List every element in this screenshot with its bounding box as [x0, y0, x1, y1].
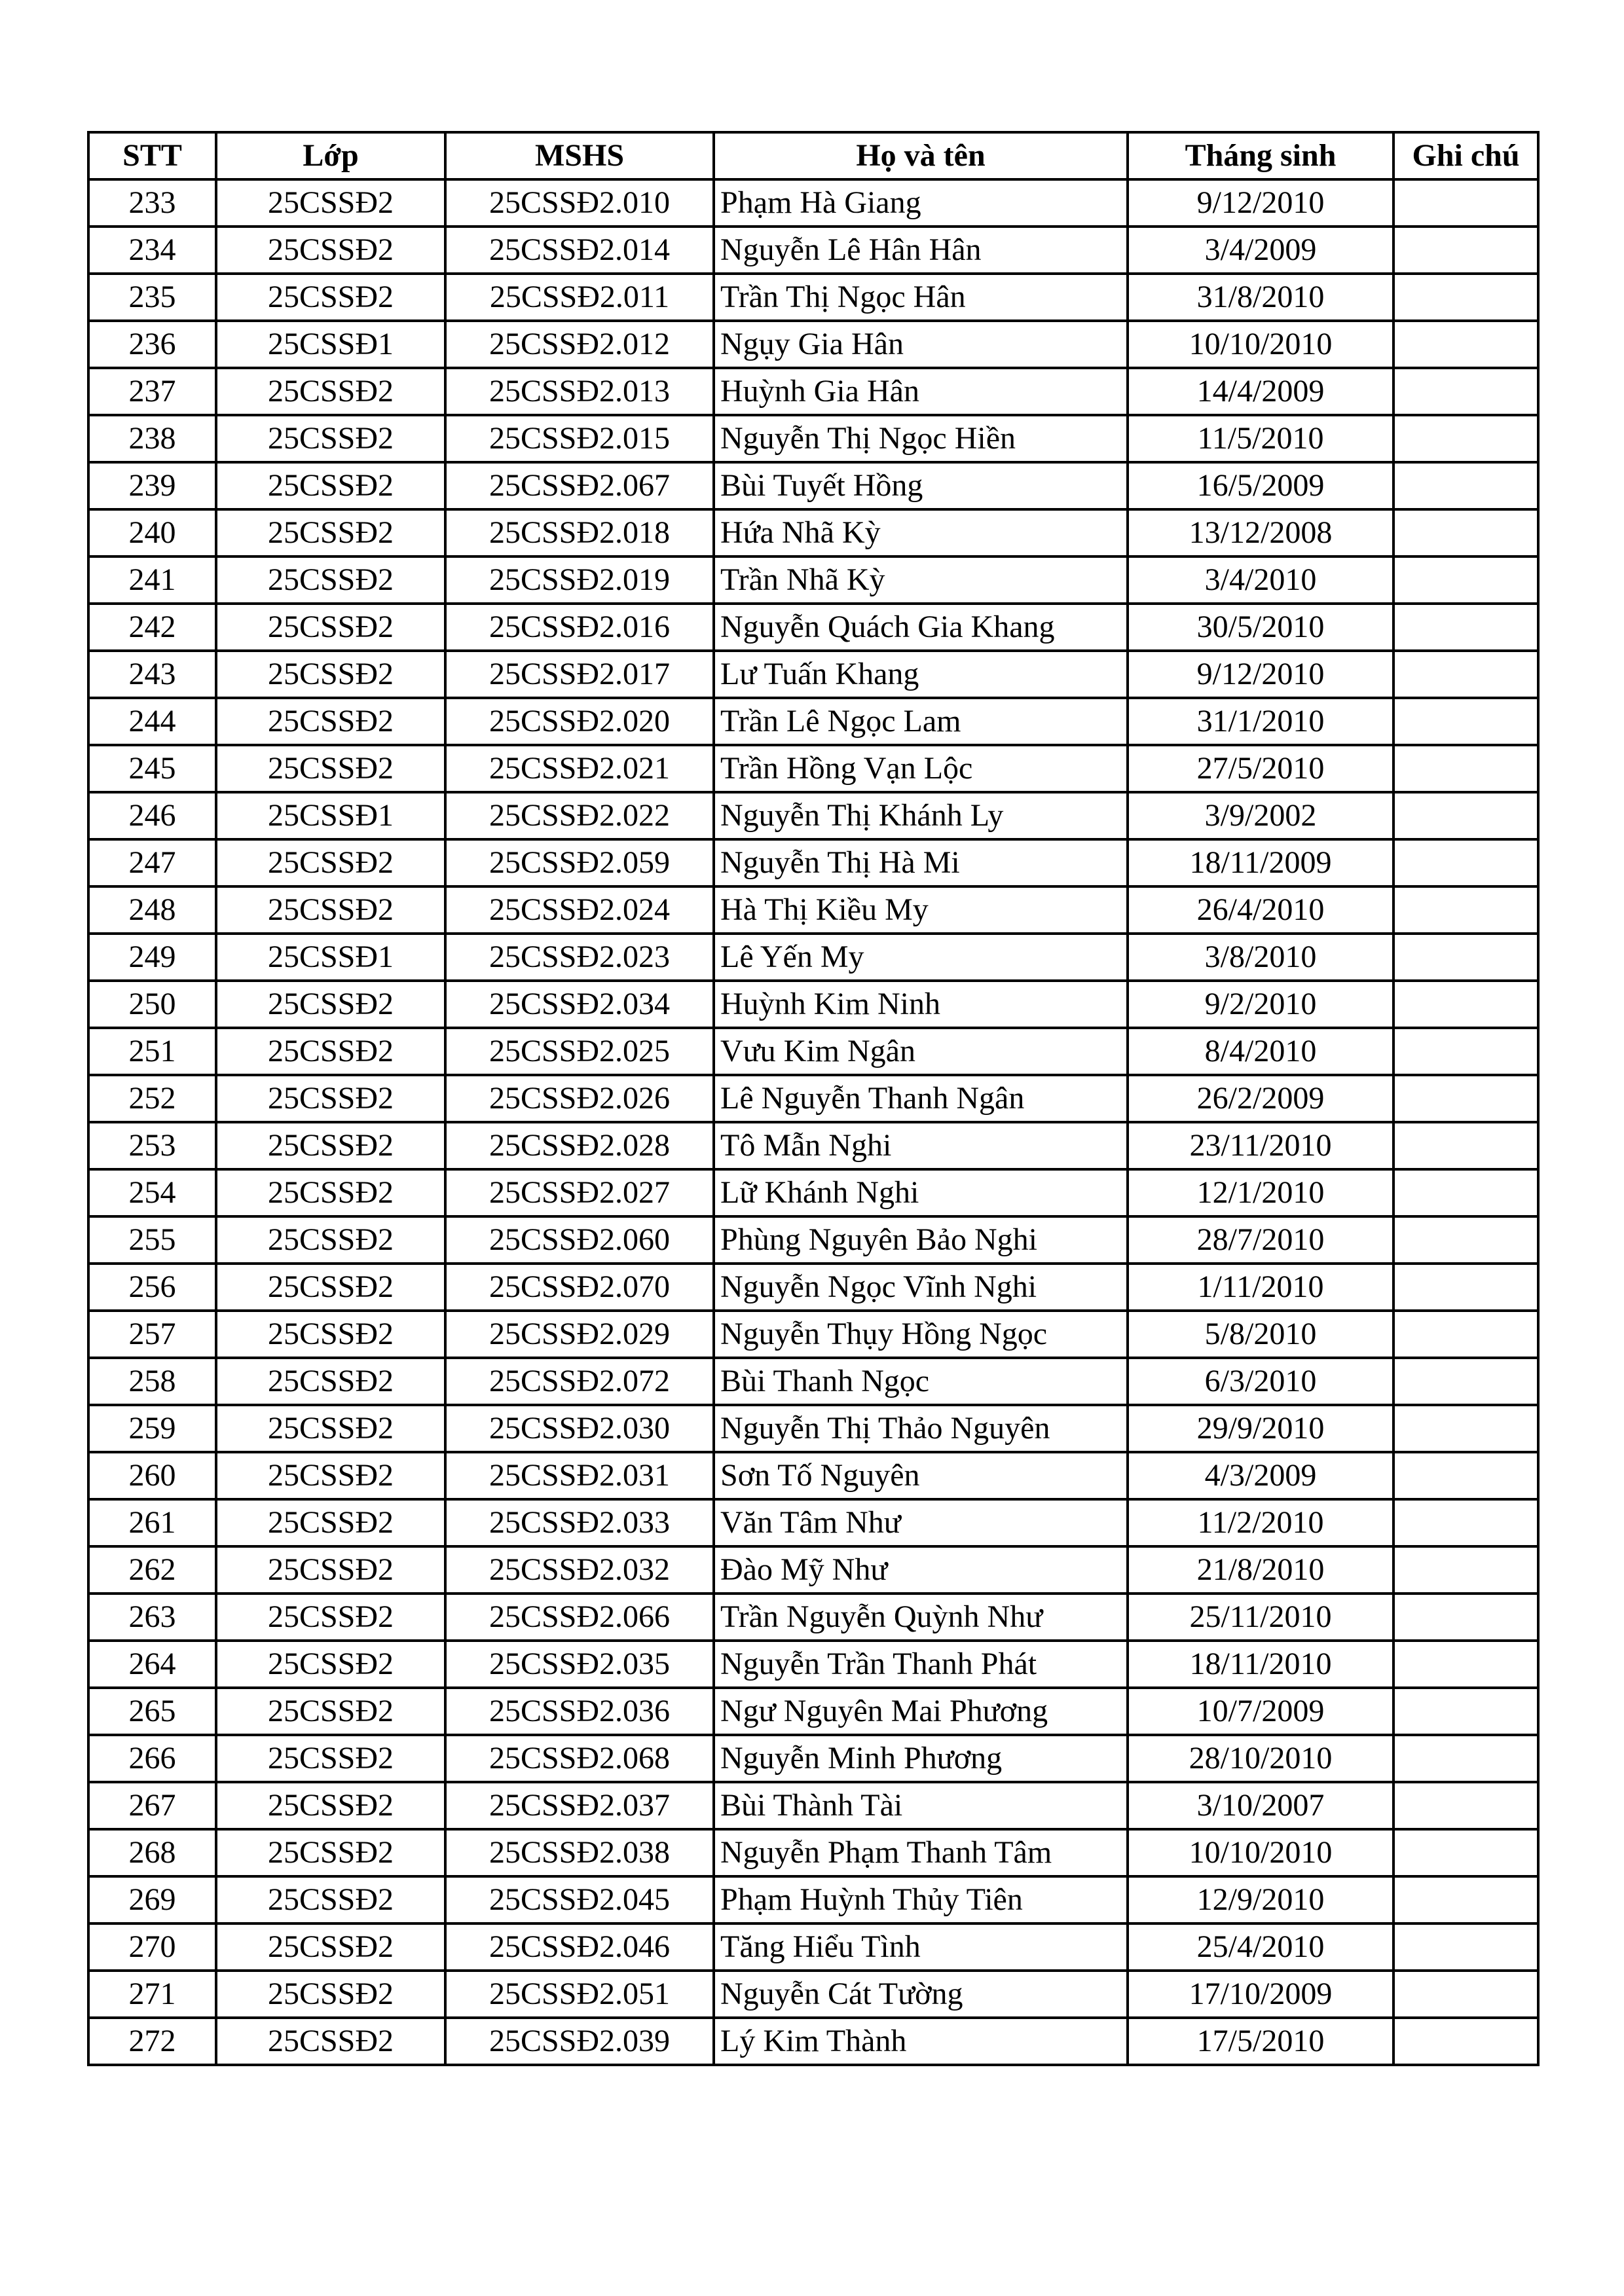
cell-note — [1393, 1169, 1538, 1216]
cell-note — [1393, 1641, 1538, 1688]
cell-student-id: 25CSSĐ2.030 — [445, 1405, 714, 1452]
cell-student-id: 25CSSĐ2.068 — [445, 1735, 714, 1782]
cell-birth-date: 16/5/2009 — [1128, 462, 1393, 509]
cell-birth-date: 12/1/2010 — [1128, 1169, 1393, 1216]
cell-note — [1393, 604, 1538, 651]
table-row — [88, 1311, 1538, 1358]
cell-class: 25CSSĐ2 — [216, 1594, 445, 1641]
cell-full-name: Ngư Nguyên Mai Phương — [714, 1688, 1128, 1735]
cell-student-id: 25CSSĐ2.027 — [445, 1169, 714, 1216]
cell-stt: 241 — [88, 556, 216, 604]
cell-class: 25CSSĐ2 — [216, 556, 445, 604]
cell-class: 25CSSĐ2 — [216, 415, 445, 462]
cell-student-id: 25CSSĐ2.024 — [445, 886, 714, 934]
table-row — [88, 321, 1538, 368]
cell-class: 25CSSĐ2 — [216, 745, 445, 792]
table-row — [88, 1594, 1538, 1641]
cell-note — [1393, 1358, 1538, 1405]
cell-birth-date: 28/7/2010 — [1128, 1216, 1393, 1264]
cell-note — [1393, 509, 1538, 556]
cell-student-id: 25CSSĐ2.026 — [445, 1075, 714, 1122]
cell-class: 25CSSĐ1 — [216, 934, 445, 981]
cell-birth-date: 3/4/2009 — [1128, 227, 1393, 274]
cell-stt: 267 — [88, 1782, 216, 1829]
cell-birth-date: 3/4/2010 — [1128, 556, 1393, 604]
cell-student-id: 25CSSĐ2.028 — [445, 1122, 714, 1169]
cell-student-id: 25CSSĐ2.015 — [445, 415, 714, 462]
cell-full-name: Nguyễn Thị Hà Mi — [714, 839, 1128, 886]
cell-full-name: Bùi Thanh Ngọc — [714, 1358, 1128, 1405]
cell-class: 25CSSĐ2 — [216, 604, 445, 651]
cell-birth-date: 26/2/2009 — [1128, 1075, 1393, 1122]
cell-full-name: Phùng Nguyên Bảo Nghi — [714, 1216, 1128, 1264]
cell-note — [1393, 1829, 1538, 1876]
cell-birth-date: 31/1/2010 — [1128, 698, 1393, 745]
cell-note — [1393, 1735, 1538, 1782]
cell-class: 25CSSĐ1 — [216, 321, 445, 368]
table-row — [88, 1405, 1538, 1452]
cell-stt: 251 — [88, 1028, 216, 1075]
cell-student-id: 25CSSĐ2.016 — [445, 604, 714, 651]
cell-stt: 270 — [88, 1923, 216, 1971]
cell-note — [1393, 274, 1538, 321]
cell-class: 25CSSĐ2 — [216, 1735, 445, 1782]
cell-student-id: 25CSSĐ2.032 — [445, 1546, 714, 1594]
cell-note — [1393, 1782, 1538, 1829]
cell-birth-date: 21/8/2010 — [1128, 1546, 1393, 1594]
cell-full-name: Phạm Hà Giang — [714, 179, 1128, 227]
cell-class: 25CSSĐ2 — [216, 1264, 445, 1311]
cell-class: 25CSSĐ2 — [216, 462, 445, 509]
cell-full-name: Nguyễn Thị Ngọc Hiền — [714, 415, 1128, 462]
cell-note — [1393, 792, 1538, 839]
cell-stt: 238 — [88, 415, 216, 462]
cell-student-id: 25CSSĐ2.034 — [445, 981, 714, 1028]
cell-birth-date: 26/4/2010 — [1128, 886, 1393, 934]
cell-note — [1393, 745, 1538, 792]
cell-stt: 246 — [88, 792, 216, 839]
cell-student-id: 25CSSĐ2.035 — [445, 1641, 714, 1688]
cell-student-id: 25CSSĐ2.011 — [445, 274, 714, 321]
cell-full-name: Hứa Nhã Kỳ — [714, 509, 1128, 556]
cell-stt: 242 — [88, 604, 216, 651]
cell-birth-date: 10/10/2010 — [1128, 321, 1393, 368]
cell-class: 25CSSĐ2 — [216, 368, 445, 415]
cell-note — [1393, 415, 1538, 462]
cell-birth-date: 11/5/2010 — [1128, 415, 1393, 462]
cell-birth-date: 6/3/2010 — [1128, 1358, 1393, 1405]
cell-full-name: Trần Hồng Vạn Lộc — [714, 745, 1128, 792]
cell-note — [1393, 1216, 1538, 1264]
cell-full-name: Nguyễn Lê Hân Hân — [714, 227, 1128, 274]
table-row — [88, 462, 1538, 509]
cell-student-id: 25CSSĐ2.013 — [445, 368, 714, 415]
table-row — [88, 509, 1538, 556]
cell-full-name: Lữ Khánh Nghi — [714, 1169, 1128, 1216]
cell-student-id: 25CSSĐ2.012 — [445, 321, 714, 368]
cell-stt: 253 — [88, 1122, 216, 1169]
cell-class: 25CSSĐ2 — [216, 1452, 445, 1499]
cell-class: 25CSSĐ2 — [216, 1499, 445, 1546]
cell-student-id: 25CSSĐ2.046 — [445, 1923, 714, 1971]
cell-stt: 234 — [88, 227, 216, 274]
cell-full-name: Nguyễn Ngọc Vĩnh Nghi — [714, 1264, 1128, 1311]
cell-full-name: Tăng Hiểu Tình — [714, 1923, 1128, 1971]
cell-stt: 256 — [88, 1264, 216, 1311]
cell-full-name: Đào Mỹ Như — [714, 1546, 1128, 1594]
cell-note — [1393, 2018, 1538, 2065]
cell-note — [1393, 1546, 1538, 1594]
cell-student-id: 25CSSĐ2.010 — [445, 179, 714, 227]
cell-full-name: Trần Nguyễn Quỳnh Như — [714, 1594, 1128, 1641]
cell-stt: 248 — [88, 886, 216, 934]
table-row — [88, 1075, 1538, 1122]
cell-note — [1393, 1971, 1538, 2018]
cell-class: 25CSSĐ2 — [216, 651, 445, 698]
cell-class: 25CSSĐ2 — [216, 1075, 445, 1122]
table-row — [88, 698, 1538, 745]
cell-full-name: Nguyễn Thụy Hồng Ngọc — [714, 1311, 1128, 1358]
table-row — [88, 1735, 1538, 1782]
cell-note — [1393, 1876, 1538, 1923]
cell-stt: 272 — [88, 2018, 216, 2065]
cell-note — [1393, 934, 1538, 981]
cell-full-name: Trần Nhã Kỳ — [714, 556, 1128, 604]
cell-stt: 245 — [88, 745, 216, 792]
table-row — [88, 981, 1538, 1028]
table-row — [88, 368, 1538, 415]
cell-student-id: 25CSSĐ2.033 — [445, 1499, 714, 1546]
cell-stt: 257 — [88, 1311, 216, 1358]
cell-birth-date: 13/12/2008 — [1128, 509, 1393, 556]
cell-note — [1393, 886, 1538, 934]
cell-note — [1393, 1688, 1538, 1735]
table-row — [88, 745, 1538, 792]
cell-note — [1393, 1594, 1538, 1641]
cell-birth-date: 17/10/2009 — [1128, 1971, 1393, 2018]
cell-stt: 252 — [88, 1075, 216, 1122]
cell-birth-date: 18/11/2009 — [1128, 839, 1393, 886]
cell-student-id: 25CSSĐ2.072 — [445, 1358, 714, 1405]
cell-class: 25CSSĐ2 — [216, 698, 445, 745]
cell-stt: 268 — [88, 1829, 216, 1876]
cell-student-id: 25CSSĐ2.023 — [445, 934, 714, 981]
cell-class: 25CSSĐ2 — [216, 1876, 445, 1923]
table-row — [88, 1688, 1538, 1735]
header-student-id: MSHS — [445, 132, 714, 179]
cell-class: 25CSSĐ2 — [216, 274, 445, 321]
cell-student-id: 25CSSĐ2.036 — [445, 1688, 714, 1735]
cell-full-name: Sơn Tố Nguyên — [714, 1452, 1128, 1499]
header-class: Lớp — [216, 132, 445, 179]
table-row — [88, 1169, 1538, 1216]
header-stt: STT — [88, 132, 216, 179]
cell-birth-date: 9/12/2010 — [1128, 179, 1393, 227]
cell-class: 25CSSĐ2 — [216, 179, 445, 227]
cell-full-name: Bùi Tuyết Hồng — [714, 462, 1128, 509]
cell-stt: 235 — [88, 274, 216, 321]
cell-full-name: Nguyễn Thị Thảo Nguyên — [714, 1405, 1128, 1452]
cell-full-name: Ngụy Gia Hân — [714, 321, 1128, 368]
cell-stt: 258 — [88, 1358, 216, 1405]
table-row — [88, 1264, 1538, 1311]
cell-note — [1393, 227, 1538, 274]
cell-birth-date: 29/9/2010 — [1128, 1405, 1393, 1452]
cell-stt: 261 — [88, 1499, 216, 1546]
cell-class: 25CSSĐ2 — [216, 1169, 445, 1216]
cell-student-id: 25CSSĐ2.018 — [445, 509, 714, 556]
cell-birth-date: 5/8/2010 — [1128, 1311, 1393, 1358]
cell-full-name: Phạm Huỳnh Thủy Tiên — [714, 1876, 1128, 1923]
table-row — [88, 1971, 1538, 2018]
table-row — [88, 274, 1538, 321]
cell-student-id: 25CSSĐ2.067 — [445, 462, 714, 509]
cell-student-id: 25CSSĐ2.039 — [445, 2018, 714, 2065]
cell-class: 25CSSĐ2 — [216, 1028, 445, 1075]
cell-birth-date: 14/4/2009 — [1128, 368, 1393, 415]
cell-stt: 260 — [88, 1452, 216, 1499]
cell-full-name: Huỳnh Gia Hân — [714, 368, 1128, 415]
cell-birth-date: 17/5/2010 — [1128, 2018, 1393, 2065]
header-row — [88, 132, 1538, 179]
cell-student-id: 25CSSĐ2.020 — [445, 698, 714, 745]
cell-student-id: 25CSSĐ2.017 — [445, 651, 714, 698]
cell-stt: 249 — [88, 934, 216, 981]
cell-full-name: Tô Mẫn Nghi — [714, 1122, 1128, 1169]
cell-student-id: 25CSSĐ2.066 — [445, 1594, 714, 1641]
cell-full-name: Nguyễn Quách Gia Khang — [714, 604, 1128, 651]
table-body — [88, 179, 1538, 2065]
table-row — [88, 1452, 1538, 1499]
cell-class: 25CSSĐ2 — [216, 1405, 445, 1452]
cell-class: 25CSSĐ2 — [216, 227, 445, 274]
cell-note — [1393, 1075, 1538, 1122]
table-row — [88, 415, 1538, 462]
cell-student-id: 25CSSĐ2.059 — [445, 839, 714, 886]
cell-student-id: 25CSSĐ2.025 — [445, 1028, 714, 1075]
cell-birth-date: 31/8/2010 — [1128, 274, 1393, 321]
cell-full-name: Trần Thị Ngọc Hân — [714, 274, 1128, 321]
cell-birth-date: 3/8/2010 — [1128, 934, 1393, 981]
cell-student-id: 25CSSĐ2.029 — [445, 1311, 714, 1358]
cell-stt: 244 — [88, 698, 216, 745]
cell-full-name: Nguyễn Phạm Thanh Tâm — [714, 1829, 1128, 1876]
cell-stt: 233 — [88, 179, 216, 227]
cell-birth-date: 11/2/2010 — [1128, 1499, 1393, 1546]
cell-birth-date: 3/10/2007 — [1128, 1782, 1393, 1829]
cell-full-name: Bùi Thành Tài — [714, 1782, 1128, 1829]
cell-note — [1393, 651, 1538, 698]
cell-class: 25CSSĐ2 — [216, 1829, 445, 1876]
cell-student-id: 25CSSĐ2.038 — [445, 1829, 714, 1876]
cell-full-name: Lý Kim Thành — [714, 2018, 1128, 2065]
cell-note — [1393, 1264, 1538, 1311]
cell-class: 25CSSĐ2 — [216, 1971, 445, 2018]
cell-full-name: Nguyễn Minh Phương — [714, 1735, 1128, 1782]
table-row — [88, 886, 1538, 934]
cell-class: 25CSSĐ2 — [216, 1216, 445, 1264]
cell-birth-date: 30/5/2010 — [1128, 604, 1393, 651]
cell-stt: 254 — [88, 1169, 216, 1216]
table-row — [88, 1499, 1538, 1546]
cell-class: 25CSSĐ2 — [216, 2018, 445, 2065]
cell-birth-date: 1/11/2010 — [1128, 1264, 1393, 1311]
table-row — [88, 839, 1538, 886]
cell-birth-date: 27/5/2010 — [1128, 745, 1393, 792]
cell-class: 25CSSĐ2 — [216, 886, 445, 934]
table-row — [88, 1122, 1538, 1169]
cell-full-name: Huỳnh Kim Ninh — [714, 981, 1128, 1028]
header-full-name: Họ và tên — [714, 132, 1128, 179]
cell-class: 25CSSĐ2 — [216, 1782, 445, 1829]
cell-birth-date: 9/2/2010 — [1128, 981, 1393, 1028]
cell-student-id: 25CSSĐ2.031 — [445, 1452, 714, 1499]
cell-stt: 239 — [88, 462, 216, 509]
cell-full-name: Trần Lê Ngọc Lam — [714, 698, 1128, 745]
cell-note — [1393, 556, 1538, 604]
cell-note — [1393, 698, 1538, 745]
table-row — [88, 934, 1538, 981]
cell-birth-date: 9/12/2010 — [1128, 651, 1393, 698]
cell-full-name: Lê Nguyễn Thanh Ngân — [714, 1075, 1128, 1122]
cell-full-name: Nguyễn Cát Tường — [714, 1971, 1128, 2018]
cell-note — [1393, 462, 1538, 509]
cell-class: 25CSSĐ1 — [216, 792, 445, 839]
cell-note — [1393, 321, 1538, 368]
table-row — [88, 1216, 1538, 1264]
cell-birth-date: 23/11/2010 — [1128, 1122, 1393, 1169]
cell-class: 25CSSĐ2 — [216, 1546, 445, 1594]
cell-class: 25CSSĐ2 — [216, 509, 445, 556]
table-row — [88, 2018, 1538, 2065]
table-row — [88, 1923, 1538, 1971]
cell-stt: 259 — [88, 1405, 216, 1452]
table-row — [88, 1641, 1538, 1688]
cell-stt: 269 — [88, 1876, 216, 1923]
table-row — [88, 1782, 1538, 1829]
cell-stt: 266 — [88, 1735, 216, 1782]
cell-full-name: Vưu Kim Ngân — [714, 1028, 1128, 1075]
cell-stt: 263 — [88, 1594, 216, 1641]
cell-student-id: 25CSSĐ2.045 — [445, 1876, 714, 1923]
cell-birth-date: 25/11/2010 — [1128, 1594, 1393, 1641]
table-row — [88, 1028, 1538, 1075]
table-row — [88, 1358, 1538, 1405]
cell-student-id: 25CSSĐ2.051 — [445, 1971, 714, 2018]
table-row — [88, 227, 1538, 274]
cell-student-id: 25CSSĐ2.070 — [445, 1264, 714, 1311]
table-row — [88, 1829, 1538, 1876]
cell-class: 25CSSĐ2 — [216, 1358, 445, 1405]
cell-class: 25CSSĐ2 — [216, 1122, 445, 1169]
cell-full-name: Văn Tâm Như — [714, 1499, 1128, 1546]
cell-note — [1393, 1452, 1538, 1499]
cell-note — [1393, 1405, 1538, 1452]
cell-student-id: 25CSSĐ2.014 — [445, 227, 714, 274]
cell-note — [1393, 1122, 1538, 1169]
cell-class: 25CSSĐ2 — [216, 981, 445, 1028]
cell-stt: 237 — [88, 368, 216, 415]
header-birth-date: Tháng sinh — [1128, 132, 1393, 179]
cell-stt: 262 — [88, 1546, 216, 1594]
cell-class: 25CSSĐ2 — [216, 839, 445, 886]
header-note: Ghi chú — [1393, 132, 1538, 179]
table-row — [88, 1876, 1538, 1923]
cell-class: 25CSSĐ2 — [216, 1641, 445, 1688]
cell-student-id: 25CSSĐ2.022 — [445, 792, 714, 839]
cell-birth-date: 12/9/2010 — [1128, 1876, 1393, 1923]
cell-stt: 250 — [88, 981, 216, 1028]
cell-stt: 255 — [88, 1216, 216, 1264]
cell-birth-date: 28/10/2010 — [1128, 1735, 1393, 1782]
table-row — [88, 651, 1538, 698]
table-row — [88, 179, 1538, 227]
table-row — [88, 604, 1538, 651]
cell-birth-date: 18/11/2010 — [1128, 1641, 1393, 1688]
cell-birth-date: 25/4/2010 — [1128, 1923, 1393, 1971]
table-row — [88, 1546, 1538, 1594]
cell-note — [1393, 1028, 1538, 1075]
cell-note — [1393, 179, 1538, 227]
table-row — [88, 792, 1538, 839]
cell-birth-date: 3/9/2002 — [1128, 792, 1393, 839]
cell-birth-date: 10/7/2009 — [1128, 1688, 1393, 1735]
cell-student-id: 25CSSĐ2.019 — [445, 556, 714, 604]
cell-note — [1393, 1923, 1538, 1971]
cell-note — [1393, 981, 1538, 1028]
cell-stt: 264 — [88, 1641, 216, 1688]
cell-stt: 243 — [88, 651, 216, 698]
cell-full-name: Lư Tuấn Khang — [714, 651, 1128, 698]
cell-note — [1393, 839, 1538, 886]
cell-full-name: Nguyễn Trần Thanh Phát — [714, 1641, 1128, 1688]
cell-stt: 265 — [88, 1688, 216, 1735]
cell-stt: 247 — [88, 839, 216, 886]
cell-birth-date: 10/10/2010 — [1128, 1829, 1393, 1876]
cell-class: 25CSSĐ2 — [216, 1688, 445, 1735]
table-row — [88, 556, 1538, 604]
cell-stt: 240 — [88, 509, 216, 556]
student-roster-table — [87, 131, 1540, 2066]
cell-full-name: Lê Yến My — [714, 934, 1128, 981]
cell-student-id: 25CSSĐ2.037 — [445, 1782, 714, 1829]
cell-full-name: Nguyễn Thị Khánh Ly — [714, 792, 1128, 839]
cell-class: 25CSSĐ2 — [216, 1311, 445, 1358]
cell-birth-date: 4/3/2009 — [1128, 1452, 1393, 1499]
cell-birth-date: 8/4/2010 — [1128, 1028, 1393, 1075]
cell-student-id: 25CSSĐ2.060 — [445, 1216, 714, 1264]
cell-class: 25CSSĐ2 — [216, 1923, 445, 1971]
cell-stt: 236 — [88, 321, 216, 368]
cell-note — [1393, 1311, 1538, 1358]
cell-note — [1393, 368, 1538, 415]
cell-note — [1393, 1499, 1538, 1546]
cell-full-name: Hà Thị Kiều My — [714, 886, 1128, 934]
cell-student-id: 25CSSĐ2.021 — [445, 745, 714, 792]
cell-stt: 271 — [88, 1971, 216, 2018]
